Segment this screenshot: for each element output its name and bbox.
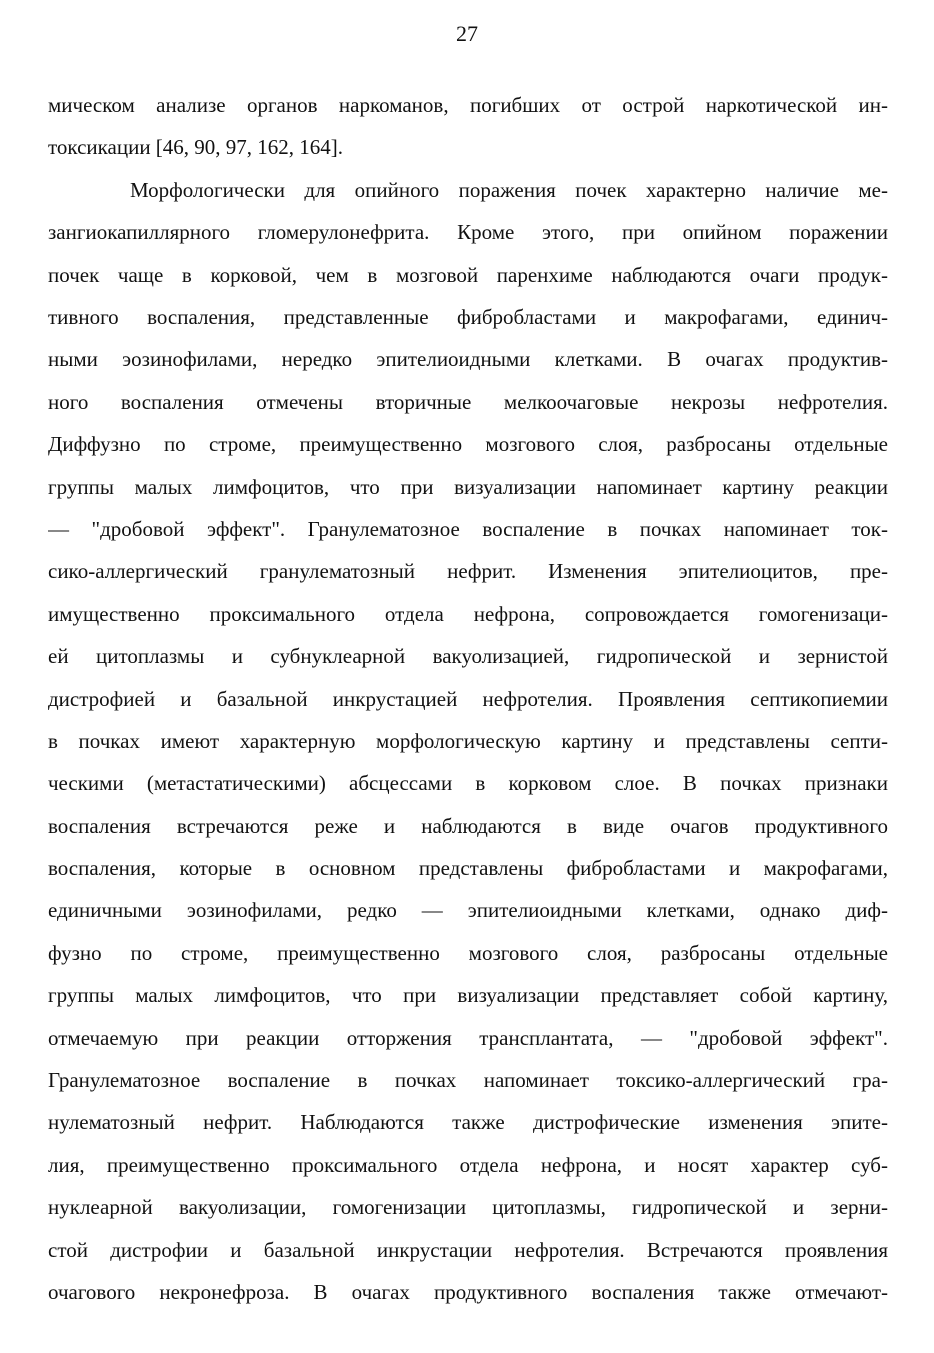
- text-line: зангиокапиллярного гломерулонефрита. Кроме этого, при опийном поражении: [48, 220, 888, 244]
- text-line: очагового некронефроза. В очагах продуктивного воспаления также отмечают-: [48, 1280, 888, 1304]
- text-line: сико-аллергический гранулематозный нефрит. Изменения эпителиоцитов, пре-: [48, 559, 888, 583]
- text-line: имущественно проксимального отдела нефрона, сопровождается гомогенизаци-: [48, 602, 888, 626]
- text-line: отмечаемую при реакции отторжения трансплантата, — "дробовой эффект".: [48, 1026, 888, 1050]
- text-line: ей цитоплазмы и субнуклеарной вакуолизацией, гидропической и зернистой: [48, 644, 888, 668]
- text-line: лия, преимущественно проксимального отдела нефрона, и носят характер суб-: [48, 1153, 888, 1177]
- text-line: Гранулематозное воспаление в почках напоминает токсико-аллергический гра-: [48, 1068, 888, 1092]
- page-number: 27: [456, 21, 478, 46]
- text-line: Диффузно по строме, преимущественно мозгового слоя, разбросаны отдельные: [48, 432, 888, 456]
- text-line: токсикации [46, 90, 97, 162, 164].: [48, 135, 344, 159]
- text-line: ного воспаления отмечены вторичные мелкоочаговые некрозы нефротелия.: [48, 390, 888, 414]
- text-line: группы малых лимфоцитов, что при визуализации представляет собой картину,: [48, 983, 888, 1007]
- text-line: нуклеарной вакуолизации, гомогенизации цитоплазмы, гидропической и зерни-: [48, 1195, 888, 1219]
- text-line: почек чаще в корковой, чем в мозговой паренхиме наблюдаются очаги продук-: [48, 263, 888, 287]
- text-line: воспаления встречаются реже и наблюдаются в виде очагов продуктивного: [48, 814, 888, 838]
- text-line: фузно по строме, преимущественно мозгового слоя, разбросаны отдельные: [48, 941, 888, 965]
- text-line: в почках имеют характерную морфологическую картину и представлены септи-: [48, 729, 888, 753]
- text-line: стой дистрофии и базальной инкрустации нефротелия. Встречаются проявления: [48, 1238, 888, 1262]
- text-line: мическом анализе органов наркоманов, погибших от острой наркотической ин-: [48, 93, 888, 117]
- text-line: Морфологически для опийного поражения почек характерно наличие ме-: [130, 178, 888, 202]
- text-line: нулематозный нефрит. Наблюдаются также дистрофические изменения эпите-: [48, 1110, 888, 1134]
- text-line: дистрофией и базальной инкрустацией нефротелия. Проявления септикопиемии: [48, 687, 888, 711]
- text-line: единичными эозинофилами, редко — эпителиоидными клетками, однако диф-: [48, 898, 888, 922]
- text-line: тивного воспаления, представленные фибробластами и макрофагами, единич-: [48, 305, 888, 329]
- text-line: — "дробовой эффект". Гранулематозное воспаление в почках напоминает ток-: [48, 517, 888, 541]
- text-line: группы малых лимфоцитов, что при визуализации напоминает картину реакции: [48, 475, 888, 499]
- text-line: ческими (метастатическими) абсцессами в корковом слое. В почках признаки: [48, 771, 888, 795]
- text-line: ными эозинофилами, нередко эпителиоидными клетками. В очагах продуктив-: [48, 347, 888, 371]
- text-line: воспаления, которые в основном представлены фибробластами и макрофагами,: [48, 856, 888, 880]
